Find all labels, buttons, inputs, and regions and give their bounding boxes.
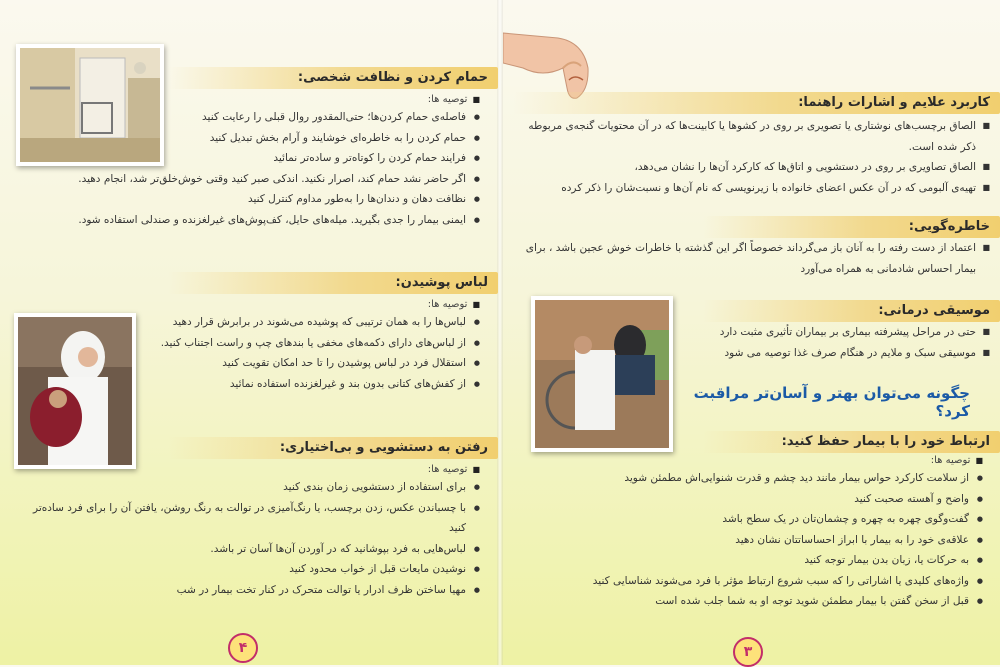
list-item: ● فاصله‌ی حمام کردن‌ها؛ حتی‌المقدور روال قبلی را رعایت کنید [60,107,480,128]
list-item: ● از سلامت کارکرد حواس بیمار مانند دید چشم و قدرت شنوایی‌اش مطمئن شوید [563,468,983,489]
memories-section [513,238,990,279]
list-item: ■ اعتماد از دست رفته را به آنان باز می‌گرداند خصوصاً اگر این گذشته با خاطرات خوش عجین باشد ، برای بیمار احساس شادمانی به همراه می‌آورد [513,238,990,279]
toilet-section [30,461,480,600]
list-item: ■ الصاق تصاویری بر روی در دستشویی و اتاق‌ها که کارکرد آن‌ها را نشان می‌دهد، [513,157,990,178]
list-item: ● واضح و آهسته صحبت کنید [563,489,983,510]
list-item: ● از کفش‌های کتانی بدون بند و غیرلغزنده استفاده نمائید [140,374,480,395]
list-item: ● برای استفاده از دستشویی زمان بندی کنید [30,477,480,498]
communication-heading: ارتباط خود را با بیمار حفظ کنید: [703,431,1000,453]
list-item: ● قبل از سخن گفتن با بیمار مطمئن شوید توجه او به شما جلب شده است [563,591,983,612]
page-number-left: ۴ [228,633,258,663]
list-item: ● استقلال فرد در لباس پوشیدن را تا حد امکان تقویت کنید [140,353,480,374]
signs-heading: کاربرد علایم و اشارات راهنما: [513,92,1000,114]
list-item: ● با چسباندن عکس، زدن برچسب، یا رنگ‌آمیزی در توالت به رنگ روشن، یافتن آن را برای فرد ساده‌تر کنید [30,498,480,539]
care-question-title: چگونه می‌توان بهتر و آسان‌تر مراقبت کرد؟ [693,384,970,420]
communication-section [563,452,983,612]
list-item: ● نوشیدن مایعات قبل از خواب محدود کنید [30,559,480,580]
toilet-recommendations-label: ■ توصیه ها: [30,464,480,475]
list-item: ■ موسیقی سبک و ملایم در هنگام صرف غذا توصیه می شود [673,343,990,364]
list-item: ● مهیا ساختن ظرف ادرار یا توالت متحرک در کنار تخت بیمار در شب [30,580,480,601]
list-item: ● به حرکات یا، زبان بدن بیمار توجه کنید [563,550,983,571]
dressing-section [140,296,480,394]
memories-heading: خاطره‌گویی: [703,216,1000,238]
list-item: ■ الصاق برچسب‌های نوشتاری یا تصویری بر روی در کشوها یا کابینت‌ها که در آن محتویات گنجه‌ی مربوطه ذکر شده است. [513,116,990,157]
list-item: ● لباس‌هایی به فرد بپوشانید که در آوردن آن‌ها آسان تر باشد. [30,539,480,560]
list-item: ■ تهیه‌ی آلبومی که در آن عکس اعضای خانواده با زیرنویسی که نام آن‌ها و نسبت‌شان را ذکر کرده [513,178,990,199]
right-page [503,0,1000,665]
list-item: ● فرایند حمام کردن را کوتاه‌تر و ساده‌تر نمائید [60,148,480,169]
wheelchair-photo [531,296,673,452]
music-section [673,322,990,363]
music-heading: موسیقی درمانی: [703,300,1000,322]
list-item: ■ حتی در مراحل پیشرفته بیماری بر بیماران تأثیری مثبت دارد [673,322,990,343]
list-item: ● علاقه‌ی خود را به بیمار با ابراز احساساتتان نشان دهید [563,530,983,551]
list-item: ● اگر حاضر نشد حمام کند، اصرار نکنید. اندکی صبر کنید وقتی خوش‌خلق‌تر شد، انجام دهید. [60,169,480,190]
bathing-section [60,91,480,230]
list-item: ● نظافت دهان و دندان‌ها را به‌طور مداوم کنترل کنید [60,189,480,210]
bathing-recommendations-label: ■ توصیه ها: [60,94,480,105]
list-item: ● از لباس‌های دارای دکمه‌های مخفی یا بندهای چپ و راست اجتناب کنید. [140,333,480,354]
list-item: ● لباس‌ها را به همان ترتیبی که پوشیده می‌شوند در برابرش قرار دهید [140,312,480,333]
bathing-heading: حمام کردن و نظافت شخصی: [168,67,498,89]
communication-recommendations-label: ■ توصیه ها: [563,455,983,466]
dressing-recommendations-label: ■ توصیه ها: [140,299,480,310]
page-number-right: ۳ [733,637,763,667]
signs-section [513,116,990,198]
list-item: ● ایمنی بیمار را جدی بگیرید. میله‌های حایل، کف‌پوش‌های غیرلغزنده و صندلی استفاده شود. [60,210,480,231]
list-item: ● واژه‌های کلیدی یا اشاراتی را که سبب شروع ارتباط مؤثر با فرد می‌شوند شناسایی کنید [563,571,983,592]
dressing-heading: لباس پوشیدن: [168,272,498,294]
list-item: ● گفت‌وگوی چهره به چهره و چشمان‌تان در یک سطح باشد [563,509,983,530]
nurse-photo [14,313,136,469]
left-page [0,0,497,665]
toilet-heading: رفتن به دستشویی و بی‌اختیاری: [168,437,498,459]
list-item: ● حمام کردن را به خاطره‌ای خوشایند و آرام بخش تبدیل کنید [60,128,480,149]
